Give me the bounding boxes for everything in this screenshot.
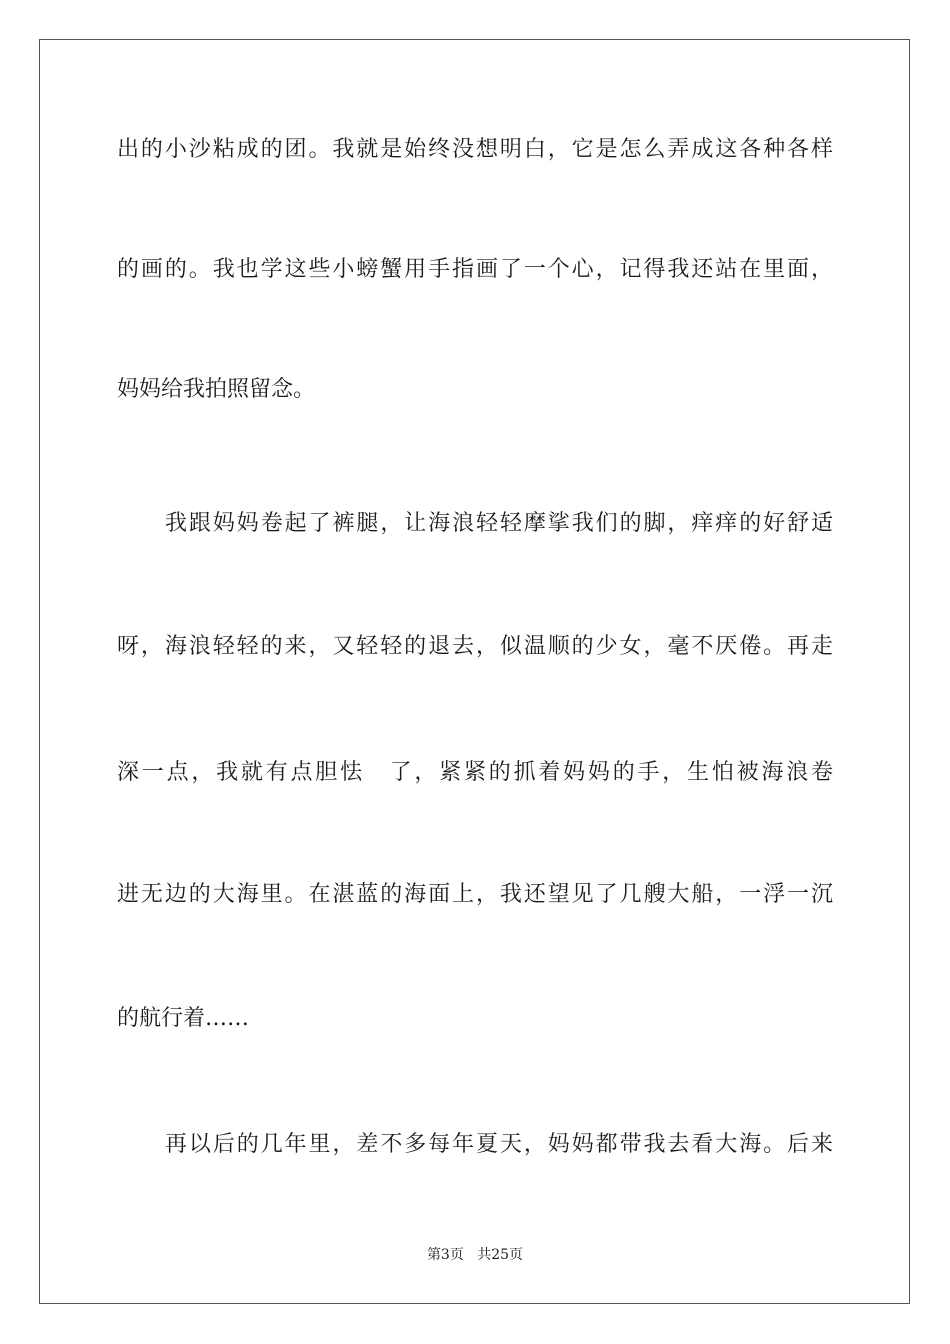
page-border xyxy=(39,39,910,1304)
page-number: 第3页 xyxy=(426,1247,464,1263)
text-line: 的画的。我也学这些小螃蟹用手指画了一个心，记得我还站在里面， xyxy=(117,257,833,282)
text-line: 深一点，我就有点胆怯 了，紧紧的抓着妈妈的手，生怕被海浪卷 xyxy=(117,760,833,785)
text-line: 进无边的大海里。在湛蓝的海面上，我还望见了几艘大船，一浮一沉 xyxy=(117,882,833,907)
text-line: 的航行着…… xyxy=(117,1006,250,1031)
page-total: 共25页 xyxy=(477,1247,524,1263)
paragraph-first-line: 再以后的几年里，差不多每年夏天，妈妈都带我去看大海。后来 xyxy=(165,1132,833,1157)
text-line: 呀，海浪轻轻的来，又轻轻的退去，似温顺的少女，毫不厌倦。再走 xyxy=(117,634,833,659)
page-footer xyxy=(0,1245,950,1265)
text-line: 出的小沙粘成的团。我就是始终没想明白，它是怎么弄成这各种各样 xyxy=(117,137,833,162)
paragraph-first-line: 我跟妈妈卷起了裤腿，让海浪轻轻摩挲我们的脚，痒痒的好舒适 xyxy=(165,511,833,536)
text-line: 妈妈给我拍照留念。 xyxy=(117,377,316,402)
